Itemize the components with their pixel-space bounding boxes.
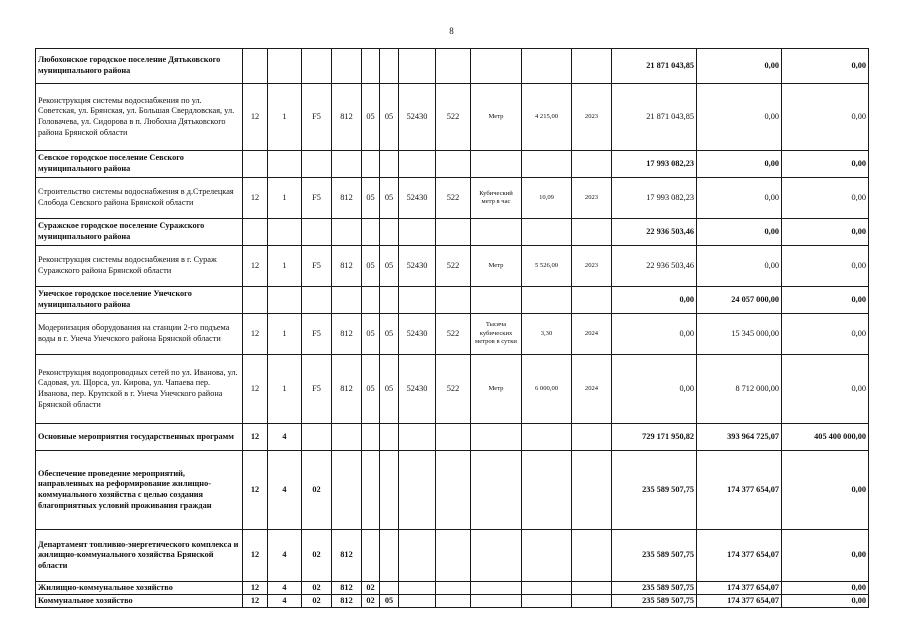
code-cell [362, 424, 380, 451]
code-cell: 812 [332, 246, 362, 287]
row-name-cell: Модернизация оборудования на станции 2-го подъема воды в г. Унеча Унечского района Брянской области [36, 314, 243, 355]
row-name-cell: Реконструкция системы водоснабжения в г. Сураж Суражского района Брянской области [36, 246, 243, 287]
amount-cell: 0,00 [782, 287, 869, 314]
amount-cell: 235 589 507,75 [612, 595, 697, 608]
code-cell: 52430 [399, 84, 436, 151]
code-cell: 812 [332, 355, 362, 424]
year-cell [572, 151, 612, 178]
amount-cell: 21 871 043,85 [612, 49, 697, 84]
code-cell: 4 [268, 595, 302, 608]
unit-cell [471, 530, 522, 582]
code-cell [399, 582, 436, 595]
unit-cell [471, 451, 522, 530]
unit-cell [471, 151, 522, 178]
quantity-cell: 10,09 [522, 178, 572, 219]
amount-cell: 0,00 [612, 314, 697, 355]
code-cell: 02 [302, 582, 332, 595]
quantity-cell: 5 526,00 [522, 246, 572, 287]
amount-cell: 0,00 [697, 151, 782, 178]
code-cell: 02 [302, 451, 332, 530]
code-cell [436, 219, 471, 246]
code-cell [243, 151, 268, 178]
code-cell: 1 [268, 314, 302, 355]
code-cell [243, 49, 268, 84]
unit-cell [471, 595, 522, 608]
code-cell [302, 151, 332, 178]
code-cell: F5 [302, 355, 332, 424]
amount-cell: 0,00 [782, 84, 869, 151]
amount-cell: 0,00 [782, 246, 869, 287]
budget-table [35, 48, 869, 608]
row-name-cell: Суражское городское поселение Суражского муниципального района [36, 219, 243, 246]
amount-cell: 235 589 507,75 [612, 530, 697, 582]
amount-cell: 174 377 654,07 [697, 530, 782, 582]
amount-cell: 0,00 [782, 178, 869, 219]
code-cell [302, 219, 332, 246]
code-cell [436, 451, 471, 530]
quantity-cell [522, 151, 572, 178]
year-cell [572, 424, 612, 451]
code-cell [399, 451, 436, 530]
code-cell [332, 151, 362, 178]
code-cell: 812 [332, 582, 362, 595]
year-cell [572, 582, 612, 595]
code-cell [362, 451, 380, 530]
unit-cell [471, 219, 522, 246]
code-cell [436, 287, 471, 314]
code-cell: 812 [332, 530, 362, 582]
quantity-cell [522, 582, 572, 595]
code-cell [436, 595, 471, 608]
amount-cell: 174 377 654,07 [697, 582, 782, 595]
code-cell: 05 [380, 84, 399, 151]
code-cell [399, 424, 436, 451]
row-name-cell: Севское городское поселение Севского муниципального района [36, 151, 243, 178]
amount-cell: 0,00 [782, 582, 869, 595]
code-cell [380, 424, 399, 451]
year-cell [572, 49, 612, 84]
code-cell: 05 [380, 314, 399, 355]
code-cell: 522 [436, 355, 471, 424]
amount-cell: 0,00 [782, 151, 869, 178]
code-cell: 812 [332, 178, 362, 219]
amount-cell: 729 171 950,82 [612, 424, 697, 451]
amount-cell: 0,00 [612, 355, 697, 424]
table-row [36, 84, 869, 151]
row-name-cell: Обеспечение проведение мероприятий, направленных на реформирование жилищно-коммунального хозяйства с целью создания благоприятных условий проживания граждан [36, 451, 243, 530]
code-cell [436, 530, 471, 582]
amount-cell: 0,00 [782, 595, 869, 608]
row-name-cell: Реконструкция системы водоснабжения по ул. Советская, ул. Брянская, ул. Большая Свердловская, ул. Головачева, ул. Сидорова в п. Любохна Дятьковского района Брянской области [36, 84, 243, 151]
amount-cell: 235 589 507,75 [612, 582, 697, 595]
code-cell: 4 [268, 451, 302, 530]
code-cell [362, 530, 380, 582]
code-cell: F5 [302, 84, 332, 151]
row-name-cell: Жилищно-коммунальное хозяйство [36, 582, 243, 595]
code-cell: 02 [302, 595, 332, 608]
code-cell: 52430 [399, 355, 436, 424]
year-cell: 2024 [572, 314, 612, 355]
code-cell: 12 [243, 314, 268, 355]
code-cell [362, 49, 380, 84]
table-row [36, 582, 869, 595]
page-number: 8 [449, 26, 454, 36]
code-cell: 52430 [399, 178, 436, 219]
quantity-cell [522, 595, 572, 608]
amount-cell: 15 345 000,00 [697, 314, 782, 355]
year-cell [572, 451, 612, 530]
code-cell [436, 582, 471, 595]
code-cell: 4 [268, 582, 302, 595]
code-cell [436, 151, 471, 178]
code-cell: 05 [380, 178, 399, 219]
unit-cell [471, 582, 522, 595]
amount-cell: 0,00 [782, 219, 869, 246]
table-row [36, 530, 869, 582]
amount-cell: 235 589 507,75 [612, 451, 697, 530]
quantity-cell [522, 287, 572, 314]
code-cell [302, 287, 332, 314]
quantity-cell: 4 215,00 [522, 84, 572, 151]
row-name-cell: Коммунальное хозяйство [36, 595, 243, 608]
amount-cell: 0,00 [782, 530, 869, 582]
amount-cell: 0,00 [697, 49, 782, 84]
year-cell: 2024 [572, 355, 612, 424]
amount-cell: 21 871 043,85 [612, 84, 697, 151]
code-cell: 812 [332, 595, 362, 608]
code-cell: 12 [243, 530, 268, 582]
row-name-cell: Реконструкция водопроводных сетей по ул. Иванова, ул. Садовая, ул. Щорса, ул. Кирова, ул. Чапаева пер. Иванова, пер. Крупской в г. Унеча Унечского района Брянской области [36, 355, 243, 424]
code-cell [380, 49, 399, 84]
code-cell [268, 287, 302, 314]
code-cell: 52430 [399, 246, 436, 287]
unit-cell: Тысяча кубических метров в сутки [471, 314, 522, 355]
table-row [36, 151, 869, 178]
code-cell: 05 [362, 246, 380, 287]
code-cell: 4 [268, 424, 302, 451]
code-cell [268, 49, 302, 84]
table-row [36, 49, 869, 84]
code-cell: 522 [436, 84, 471, 151]
code-cell: 4 [268, 530, 302, 582]
code-cell: F5 [302, 246, 332, 287]
quantity-cell: 6 000,00 [522, 355, 572, 424]
year-cell [572, 287, 612, 314]
code-cell: 02 [362, 582, 380, 595]
code-cell [302, 424, 332, 451]
code-cell: 12 [243, 595, 268, 608]
code-cell: 812 [332, 314, 362, 355]
table-row [36, 595, 869, 608]
code-cell: 522 [436, 314, 471, 355]
code-cell [243, 287, 268, 314]
code-cell [332, 451, 362, 530]
code-cell [268, 219, 302, 246]
year-cell: 2023 [572, 246, 612, 287]
code-cell: 12 [243, 582, 268, 595]
unit-cell: Кубический метр в час [471, 178, 522, 219]
amount-cell: 174 377 654,07 [697, 451, 782, 530]
amount-cell: 22 936 503,46 [612, 246, 697, 287]
unit-cell: Метр [471, 84, 522, 151]
code-cell: F5 [302, 178, 332, 219]
code-cell: 12 [243, 424, 268, 451]
amount-cell: 0,00 [612, 287, 697, 314]
year-cell: 2023 [572, 178, 612, 219]
amount-cell: 22 936 503,46 [612, 219, 697, 246]
code-cell: 02 [362, 595, 380, 608]
code-cell [399, 219, 436, 246]
amount-cell: 0,00 [697, 246, 782, 287]
code-cell [380, 530, 399, 582]
code-cell [332, 219, 362, 246]
code-cell: 05 [362, 84, 380, 151]
code-cell [399, 530, 436, 582]
quantity-cell [522, 424, 572, 451]
code-cell [302, 49, 332, 84]
code-cell [362, 287, 380, 314]
year-cell [572, 530, 612, 582]
code-cell [362, 219, 380, 246]
code-cell [436, 424, 471, 451]
row-name-cell: Унечское городское поселение Унечского муниципального района [36, 287, 243, 314]
code-cell [380, 451, 399, 530]
code-cell: 812 [332, 84, 362, 151]
amount-cell: 0,00 [697, 84, 782, 151]
year-cell [572, 219, 612, 246]
quantity-cell [522, 451, 572, 530]
code-cell [399, 595, 436, 608]
row-name-cell: Любохонское городское поселение Дятьковского муниципального района [36, 49, 243, 84]
table-row [36, 246, 869, 287]
table-row [36, 424, 869, 451]
amount-cell: 0,00 [697, 178, 782, 219]
code-cell: 05 [362, 355, 380, 424]
code-cell [332, 287, 362, 314]
row-name-cell: Департамент топливно-энергетического комплекса и жилищно-коммунального хозяйства Брянской области [36, 530, 243, 582]
year-cell: 2023 [572, 84, 612, 151]
quantity-cell [522, 530, 572, 582]
code-cell: 12 [243, 246, 268, 287]
amount-cell: 0,00 [782, 355, 869, 424]
code-cell: 12 [243, 178, 268, 219]
unit-cell: Метр [471, 355, 522, 424]
code-cell: 1 [268, 246, 302, 287]
table-row [36, 355, 869, 424]
amount-cell: 0,00 [782, 451, 869, 530]
code-cell [268, 151, 302, 178]
row-name-cell: Основные мероприятия государственных программ [36, 424, 243, 451]
code-cell [399, 49, 436, 84]
code-cell: 1 [268, 84, 302, 151]
code-cell [399, 151, 436, 178]
unit-cell: Метр [471, 246, 522, 287]
code-cell: 05 [362, 314, 380, 355]
unit-cell [471, 287, 522, 314]
code-cell: 05 [380, 595, 399, 608]
code-cell: 02 [302, 530, 332, 582]
quantity-cell [522, 49, 572, 84]
code-cell: 12 [243, 84, 268, 151]
code-cell: 05 [380, 355, 399, 424]
code-cell: 52430 [399, 314, 436, 355]
amount-cell: 8 712 000,00 [697, 355, 782, 424]
amount-cell: 17 993 082,23 [612, 151, 697, 178]
code-cell [332, 424, 362, 451]
code-cell: 12 [243, 451, 268, 530]
code-cell [380, 582, 399, 595]
table-row [36, 178, 869, 219]
code-cell [380, 287, 399, 314]
code-cell: F5 [302, 314, 332, 355]
amount-cell: 0,00 [782, 314, 869, 355]
code-cell [243, 219, 268, 246]
code-cell [380, 151, 399, 178]
code-cell [332, 49, 362, 84]
quantity-cell [522, 219, 572, 246]
unit-cell [471, 424, 522, 451]
amount-cell: 393 964 725,07 [697, 424, 782, 451]
code-cell: 522 [436, 178, 471, 219]
code-cell [362, 151, 380, 178]
amount-cell: 174 377 654,07 [697, 595, 782, 608]
table-row [36, 314, 869, 355]
amount-cell: 24 057 000,00 [697, 287, 782, 314]
table-row [36, 219, 869, 246]
year-cell [572, 595, 612, 608]
code-cell: 05 [362, 178, 380, 219]
table-row [36, 287, 869, 314]
code-cell: 12 [243, 355, 268, 424]
quantity-cell: 3,30 [522, 314, 572, 355]
code-cell [436, 49, 471, 84]
table-row [36, 451, 869, 530]
code-cell: 05 [380, 246, 399, 287]
row-name-cell: Строительство системы водоснабжения в д.Стрелецкая Слобода Севского района Брянской области [36, 178, 243, 219]
amount-cell: 17 993 082,23 [612, 178, 697, 219]
code-cell: 522 [436, 246, 471, 287]
code-cell [399, 287, 436, 314]
code-cell: 1 [268, 355, 302, 424]
code-cell: 1 [268, 178, 302, 219]
amount-cell: 405 400 000,00 [782, 424, 869, 451]
amount-cell: 0,00 [697, 219, 782, 246]
unit-cell [471, 49, 522, 84]
code-cell [380, 219, 399, 246]
amount-cell: 0,00 [782, 49, 869, 84]
